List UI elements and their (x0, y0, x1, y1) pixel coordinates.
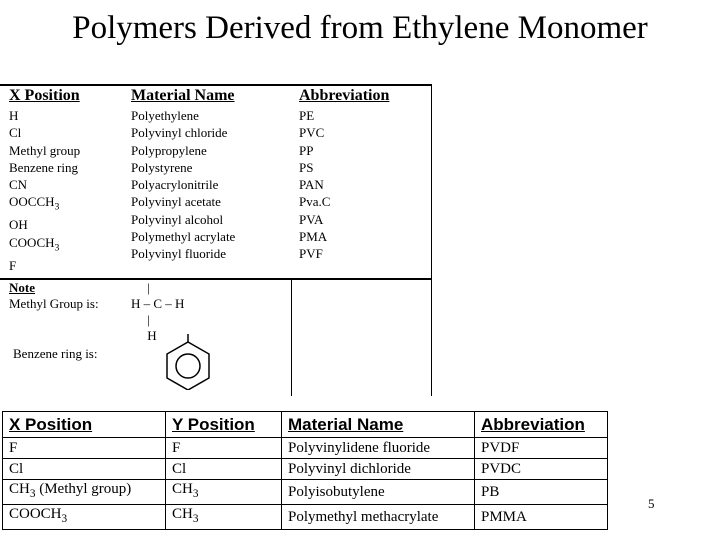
benzene-label: Benzene ring is: (13, 346, 98, 361)
x-position-column (9, 107, 80, 274)
table-row (3, 459, 608, 480)
y-position-cell: Cl (166, 459, 282, 480)
x-position-cell: Cl (9, 125, 22, 141)
abbreviation-cell: PMA (299, 229, 328, 245)
x-position-cell: CN (9, 177, 28, 193)
x-position-cell: H (9, 108, 19, 123)
disubstituted-polymer-table (2, 411, 608, 530)
x-position-cell: $COOCH_3$ (9, 234, 60, 254)
material-name-column (131, 107, 235, 263)
table-row (3, 480, 608, 505)
abbreviation-cell: PVDC (475, 459, 608, 480)
x-position-cell: F (3, 438, 166, 459)
material-name-cell: Polyvinyl dichloride (282, 459, 475, 480)
abbreviation-cell: PS (299, 159, 314, 175)
x-position-cell: OH (9, 217, 28, 233)
page-title: Polymers Derived from Ethylene Monomer (72, 10, 648, 46)
abbreviation-cell: PMMA (475, 505, 608, 530)
methyl-structure: | H – C – H | H (131, 280, 185, 343)
material-name-cell: Polyvinyl chloride (131, 125, 228, 141)
abbreviation-cell: PB (475, 480, 608, 505)
material-name-cell: Polyisobutylene (282, 480, 475, 505)
methyl-label: Methyl Group is: (9, 296, 99, 311)
material-name-cell: Polymethyl acrylate (131, 229, 236, 245)
header-material-name: Material Name (131, 87, 235, 104)
material-name-cell: Polypropylene (131, 142, 207, 158)
material-name-cell: Polyacrylonitrile (131, 177, 219, 193)
abbreviation-cell: PAN (299, 177, 324, 193)
material-name-cell: Polystyrene (131, 159, 193, 175)
material-name-cell: Polyvinyl fluoride (131, 246, 226, 262)
x-position-cell: $OOCCH_3$ (9, 194, 60, 214)
header-x-position: X Position (3, 412, 166, 438)
y-position-cell: F (166, 438, 282, 459)
header-abbreviation: Abbreviation (475, 412, 608, 438)
header-y-position: Y Position (166, 412, 282, 438)
x-position-cell: Cl (3, 459, 166, 480)
header-x-position: X Position (9, 87, 80, 104)
abbreviation-cell: PE (299, 108, 315, 123)
y-position-cell: $CH_3$ (166, 480, 282, 505)
abbreviation-cell: Pva.C (299, 194, 331, 210)
abbreviation-cell: PVDF (475, 438, 608, 459)
material-name-cell: Polyvinylidene fluoride (282, 438, 475, 459)
x-position-cell: $CH_3$ (Methyl group) (3, 480, 166, 505)
page-number: 5 (648, 496, 655, 511)
right-border (431, 84, 432, 396)
note-heading: Note (9, 280, 35, 295)
material-name-cell: Polyethylene (131, 108, 199, 123)
table-row (3, 505, 608, 530)
ethylene-polymer-table (0, 84, 432, 396)
y-position-cell: $CH_3$ (166, 505, 282, 530)
header-abbreviation: Abbreviation (299, 87, 390, 104)
x-position-cell: F (9, 257, 17, 273)
material-name-cell: Polyvinyl acetate (131, 194, 221, 210)
abbreviation-cell: PVA (299, 211, 324, 227)
note (9, 280, 99, 312)
x-position-cell: $COOCH_3$ (3, 505, 166, 530)
material-name-cell: Polymethyl methacrylate (282, 505, 475, 530)
table-header-row (3, 412, 608, 438)
table-row (3, 438, 608, 459)
material-name-cell: Polyvinyl alcohol (131, 211, 224, 227)
abbreviation-cell: PVC (299, 125, 325, 141)
x-position-cell: Methyl group (9, 142, 81, 158)
header-material-name: Material Name (282, 412, 475, 438)
abbreviation-cell: PP (299, 142, 314, 158)
column-divider (291, 280, 292, 396)
x-position-cell: Benzene ring (9, 159, 78, 175)
abbreviation-column (299, 107, 330, 263)
abbreviation-cell: PVF (299, 246, 323, 262)
benzene-ring-icon (161, 334, 215, 390)
